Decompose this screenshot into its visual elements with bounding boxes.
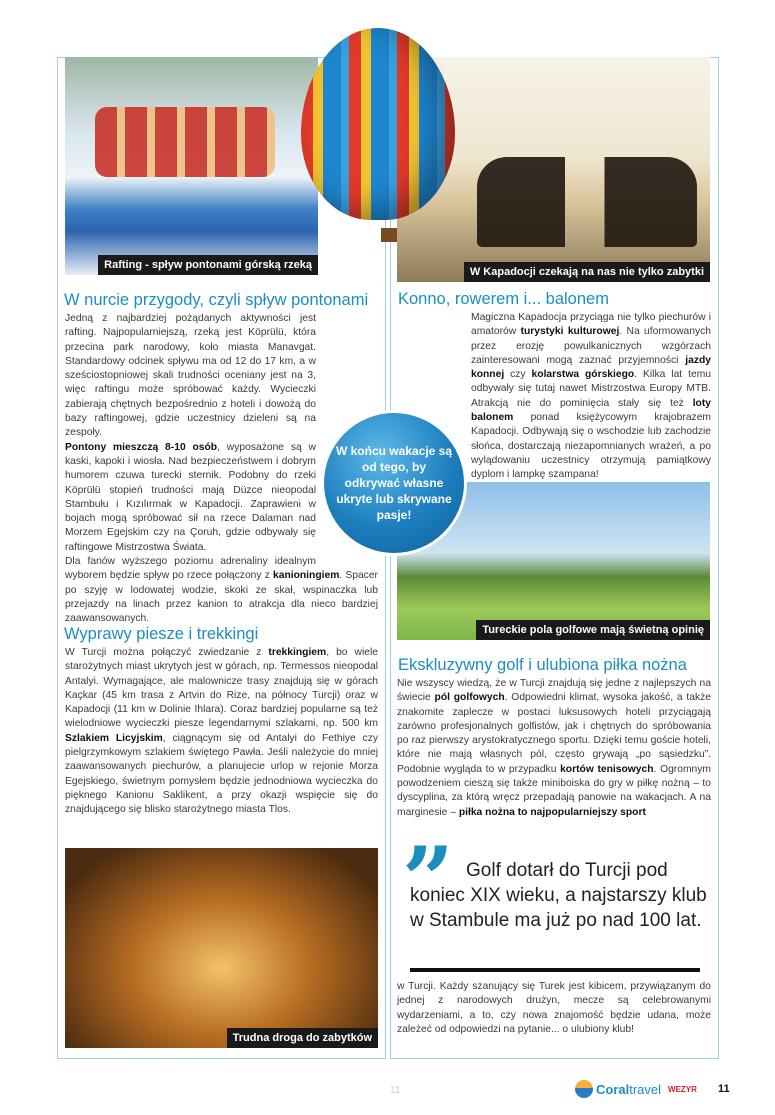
bold-text: Pontony mieszczą 8-10 osób: [65, 441, 218, 453]
text-run: Magiczna Kapadocja przyciąga nie tylko piechurów i amatorów: [471, 312, 711, 338]
rafters: [95, 107, 275, 177]
text-run: . Ogromnym powodzeniem cieszą się także miniboiska do gry w piłkę nożną – to dyscyplina, za którą wręcz przepadają panowie na wakacjach. A na marginesie –: [397, 763, 711, 818]
paragraph: [397, 980, 711, 1037]
pull-quote-text: Golf dotarł do Turcji pod koniec XIX wieku, a najstarszy klub w Stambule ma już po nad 100 lat.: [410, 860, 707, 931]
text-run: ponad księżycowym krajobrazem Kapadocji. Odbywają się o wschodzie lub zachodzie słońca, dostarczają niezapomnianych wrażeń, a po wylądowaniu uczestnicy otrzymują pamiątkowy dyplom i lampkę szampana!: [471, 412, 711, 481]
logo-wezyr: WEZYR: [668, 1084, 697, 1094]
text-run: Dla fanów wyższego poziomu adrenaliny idealnym wyborem będzie spływ po rzece połączony z: [65, 556, 316, 582]
quote-mark-icon: ”: [402, 827, 454, 933]
text-run: , wyposażone są w kaski, kapoki i wiosła. Nad bezpieczeństwem i dobrym humorem czuwa turecki sternik. Podobny do rzeki Köprülü stopień trudności mają Düzce nieopodal Stambułu i Kızılırmak w Kapadocji. Zaprawieni w bojach mogą spróbować sił na rzece Dalaman nad Morzem Egejskim czy na Çoruh, gdzie odbywały się raftingowe Mistrzostwa Świata.: [65, 441, 316, 553]
text-run: . Na uformowanych przez erozję powulkanicznych wzgórzach zainteresowani mogą zaznać przyjemności: [471, 326, 711, 366]
section-title-trekking: Wyprawy piesze i trekkingi: [64, 625, 259, 643]
text-run: . Kilka lat temu odbywały się tutaj nawet Mistrzostwa Europy MTB. Atrakcją nie do pominięcia stały się też: [471, 369, 712, 409]
bold-text: kolarstwa górskiego: [531, 369, 635, 381]
paragraph: [397, 677, 711, 820]
golf-text-continued: [397, 980, 711, 1037]
bold-text: turystyki kulturowej: [520, 326, 620, 338]
bold-text: Szlakiem Licyjskim: [65, 732, 163, 744]
bold-text: jazdy konnej: [471, 354, 711, 381]
bold-text: piłka nożna to najpopularniejszy sport: [458, 806, 646, 818]
bold-text: pól golfowych: [434, 692, 505, 704]
text-run: , ciągnącym się od Antalyi do Fethiye czy pielgrzymkowym szlakiem świętego Pawła. Jeśli należycie do mniej zaawansowanych piechurów, a planujecie urlop w rejonie Morza Egejskiego, świetnym pomysłem będzie jednodniowa wycieczka do pięknego Kanionu Saklikent, a przy okazji wspięcie się do znajdującego się blisko starożytnego miasta Tlos.: [65, 732, 378, 816]
text-run: W Turcji można połączyć zwiedzanie z: [65, 647, 269, 658]
paragraph: [65, 646, 378, 818]
text-run: czy: [504, 369, 532, 381]
golf-caption: Tureckie pola golfowe mają świetną opinię: [476, 620, 710, 640]
section-title-golf: Ekskluzywny golf i ulubiona piłka nożna: [398, 656, 687, 674]
trekking-text: [65, 646, 378, 818]
text-run: Nie wszyscy wiedzą, że w Turcji znajdują się jedne z najlepszych na świecie: [397, 678, 711, 704]
text-run: Jedną z najbardziej pożądanych aktywności jest rafting. Najpopularniejszą, rzeką jest Köprülü, która przecina park narodowy, koło miasta Manavgat. Standardowy odcinek spływu ma od 12 do 17 km, a w sześciostopniowej skali trudności oceniany jest na 3, więc raftingu może spróbować każdy. Wycieczki zabierają chętnych bezpośrednio z hoteli i dowożą do bazy raftingowej, gdzie uczestnicy dzieleni są na zespoły.: [65, 313, 316, 439]
logo-coral: Coral: [596, 1081, 630, 1097]
page-number: 11: [718, 1083, 730, 1095]
paragraph: [65, 555, 378, 626]
bold-text: loty balonem: [471, 397, 711, 424]
bold-text: trekkingiem: [268, 647, 327, 658]
faint-page-number: 11: [390, 1085, 401, 1096]
logo-globe-icon: [575, 1080, 593, 1098]
kapadocja-caption: W Kapadocji czekają na nas nie tylko zabytki: [464, 262, 710, 282]
horses-silhouette: [477, 157, 697, 247]
cave-caption: Trudna droga do zabytków: [227, 1028, 378, 1048]
logo-travel: travel: [629, 1081, 662, 1097]
text-run: . Odpowiedni klimat, wysoka jakość, a także znakomite zaplecze w postaci luksusowych hoteli przyciągają zarówno profesjonalnych golfistów, jak i chętnych do spróbowania po raz pierwszy arystokratycznego sportu. Dzięki temu goście hoteli, które nie mają własnych pól, często grywają „po sąsiedzku”. Podobnie wygląda to w przypadku: [397, 692, 712, 775]
section-title-konno: Konno, rowerem i... balonem: [398, 290, 609, 308]
bold-text: kanioningiem: [272, 570, 340, 582]
rafting-photo: [65, 57, 318, 275]
text-run: . Spacer po szyję w lodowatej wodzie, skoki ze skał, wspinaczka lub przejazdy na linach przez kanion to atrakcja dla nieco bardziej zaawansowanych.: [65, 570, 378, 625]
rafting-caption: Rafting - spływ pontonami górską rzeką: [98, 255, 318, 275]
section-title-rafting: W nurcie przygody, czyli spływ pontonami: [64, 291, 369, 309]
quote-divider: [410, 968, 700, 972]
balloon-basket: [381, 228, 397, 242]
coral-travel-logo: [575, 1080, 697, 1098]
cave-photo: [65, 848, 378, 1048]
text-run: w Turcji. Każdy szanujący się Turek jest kibicem, przywiązanym do jednej z narodowych drużyn, mecze są celebrowanymi wydarzeniami, a to, czy nowa znajomość będzie udana, może zależeć od odpowiedzi na pytanie... o ulubiony klub!: [397, 981, 711, 1035]
quote-bubble: W końcu wakacje są od tego, by odkrywać własne ukryte lub skrywane pasje!: [324, 413, 464, 553]
pull-quote: [410, 858, 710, 933]
golf-text: [397, 677, 711, 820]
bold-text: kortów tenisowych: [560, 763, 654, 775]
text-run: , bo wiele starożytnych miast ukrytych jest w górach, np. Termessos nieopodal Antalyi. Wymagające, ale malownicze trasy znajdują się w górach Kaçkar (45 km trasa z Artvin do Rize, na północy Turcji) oraz w Kapadocji (11 km w Dolinie Ihlara). Coraz bardziej popularne są też wielodniowe wycieczki piesze legendarnymi szlakami, np. 500 km: [65, 647, 378, 730]
